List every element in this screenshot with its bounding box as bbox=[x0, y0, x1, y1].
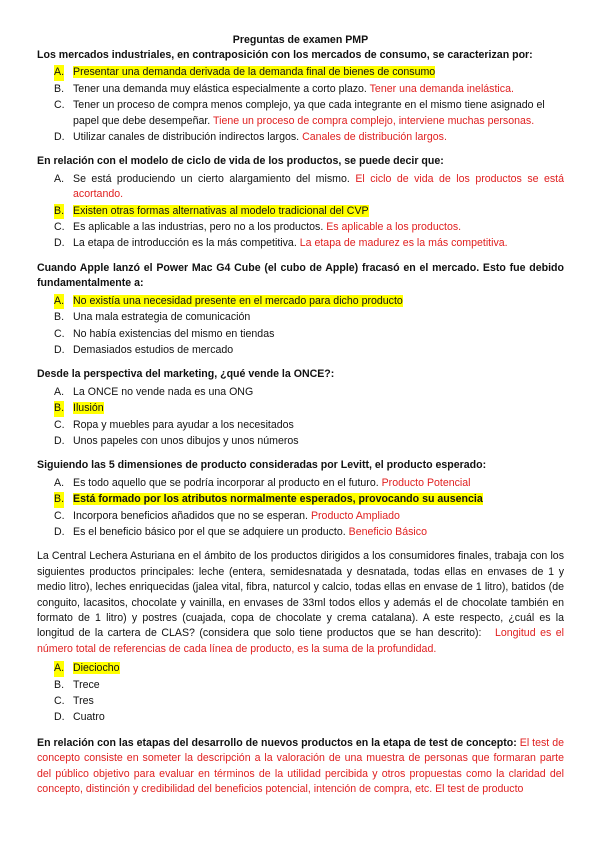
option-letter: D. bbox=[54, 131, 65, 144]
option-letter: A. bbox=[54, 294, 64, 309]
case-options bbox=[37, 661, 564, 726]
question-text: Cuando Apple lanzó el Power Mac G4 Cube (el cubo de Apple) fracasó en el mercado. Esto fue debido fundamentalmente a: bbox=[37, 261, 564, 290]
option-letter: B. bbox=[54, 678, 65, 691]
option-letter: C. bbox=[54, 418, 65, 431]
question-2 bbox=[37, 154, 564, 251]
case-text: La Central Lechera Asturiana en el ámbito de los productos dirigidos a los consumidores finales, trabaja con los siguientes productos principales: leche (entera, semidesnatada y desnatada, todas ellas en envases de 1 y medio litro), leches enriquecidas (jalea vital, fibra, naturcol y calcio, todas ellas en envase de 1 litro), batidos (de conguito, lacasitos, chocolate y vainilla, en envases de 33ml todos ellos y además el de chocolate también en formato de 1 litro) y postres (cuajada, copa de chocolate y crema catalana). A este respecto, ¿cuál es la longitud de la cartera de CLAS? (considera que solo tiene productos que se han descrito): bbox=[37, 550, 564, 640]
option-letter: B. bbox=[54, 82, 65, 95]
option-note: Beneficio Básico bbox=[348, 525, 427, 538]
question-1 bbox=[37, 48, 564, 145]
option-c bbox=[37, 418, 564, 433]
option-text: No existía una necesidad presente en el mercado para dicho producto bbox=[73, 294, 403, 307]
option-b bbox=[37, 82, 564, 97]
option-text: Cuatro bbox=[73, 711, 105, 724]
option-a bbox=[37, 294, 564, 309]
option-letter: D. bbox=[54, 434, 65, 447]
final-note: El test de concepto consiste en someter la descripción a la valoración de una muestra de personas que formaran parte del público objetivo para evaluar en términos de la utilidad percibida y otros propuestas como la claridad del concepto, distinción y credibilidad del beneficios potencial, intención de compra, etc. El test de producto bbox=[37, 736, 565, 796]
option-letter: D. bbox=[54, 343, 65, 356]
option-text: Es aplicable a las industrias, pero no a los productos. bbox=[73, 221, 324, 234]
question-list bbox=[37, 48, 564, 540]
option-text: Trece bbox=[73, 678, 100, 691]
question-3 bbox=[37, 261, 564, 358]
option-b bbox=[37, 492, 564, 507]
option-text: Presentar una demanda derivada de la demanda final de bienes de consumo bbox=[73, 66, 436, 79]
case-option-c bbox=[37, 694, 564, 709]
option-a bbox=[37, 385, 564, 400]
option-note: Es aplicable a los productos. bbox=[326, 221, 462, 234]
option-letter: C. bbox=[54, 327, 65, 340]
option-a bbox=[37, 65, 564, 80]
question-text: En relación con el modelo de ciclo de vida de los productos, se puede decir que: bbox=[37, 155, 444, 168]
option-letter: B. bbox=[54, 311, 65, 324]
option-text: Está formado por los atributos normalmente esperados, provocando su ausencia bbox=[73, 493, 483, 506]
final-question-text: En relación con las etapas del desarrollo de nuevos productos en la etapa de test de concepto: bbox=[37, 736, 517, 749]
document-title: Preguntas de examen PMP bbox=[232, 34, 369, 46]
option-text: No había existencias del mismo en tiendas bbox=[73, 327, 275, 340]
option-text: Ilusión bbox=[73, 402, 104, 415]
option-note: Tiene un proceso de compra complejo, interviene muchas personas. bbox=[213, 114, 535, 127]
option-note: Producto Ampliado bbox=[310, 509, 400, 522]
option-a bbox=[37, 172, 564, 203]
option-c bbox=[37, 509, 564, 524]
option-letter: D. bbox=[54, 525, 65, 538]
option-b bbox=[37, 401, 564, 416]
option-letter: C. bbox=[54, 695, 65, 708]
option-list bbox=[37, 385, 564, 450]
option-letter: A. bbox=[54, 661, 64, 676]
option-letter: A. bbox=[54, 65, 64, 80]
option-note: La etapa de madurez es la más competitiva. bbox=[299, 237, 508, 250]
option-text: Tener una demanda muy elástica especialmente a corto plazo. bbox=[73, 82, 367, 95]
option-text: Incorpora beneficios añadidos que no se esperan. bbox=[73, 509, 308, 522]
option-text: Se está produciendo un cierto alargamiento del mismo. bbox=[73, 172, 350, 185]
option-text: Unos papeles con unos dibujos y unos números bbox=[73, 434, 299, 447]
option-letter: B. bbox=[54, 401, 64, 416]
case-option-d bbox=[37, 710, 564, 725]
option-text: Una mala estrategia de comunicación bbox=[73, 311, 251, 324]
option-letter: C. bbox=[54, 221, 65, 234]
question-5 bbox=[37, 458, 564, 540]
option-text: Demasiados estudios de mercado bbox=[73, 343, 234, 356]
case-option-b bbox=[37, 678, 564, 693]
option-letter: A. bbox=[54, 385, 65, 398]
option-list bbox=[37, 172, 564, 252]
option-text: Es el beneficio básico por el que se adquiere un producto. bbox=[73, 525, 346, 538]
final-question bbox=[37, 736, 564, 798]
option-list bbox=[37, 65, 564, 145]
option-letter: C. bbox=[54, 509, 65, 522]
option-note: Canales de distribución largos. bbox=[302, 131, 447, 144]
option-text: La ONCE no vende nada es una ONG bbox=[73, 385, 254, 398]
option-text: Dieciocho bbox=[73, 662, 120, 675]
option-text: La etapa de introducción es la más competitiva. bbox=[73, 237, 297, 250]
case-question bbox=[37, 549, 564, 725]
case-note: Longitud es el número total de referencias de cada línea de producto, es la suma de la profundidad. bbox=[37, 627, 564, 655]
option-b bbox=[37, 204, 564, 219]
question-text: Desde la perspectiva del marketing, ¿qué vende la ONCE?: bbox=[37, 368, 335, 381]
option-a bbox=[37, 476, 564, 491]
case-option-a bbox=[37, 661, 564, 676]
option-text: Existen otras formas alternativas al modelo tradicional del CVP bbox=[73, 204, 369, 217]
option-letter: D. bbox=[54, 711, 65, 724]
option-text: Tener un proceso de compra menos complejo, ya que cada integrante en el mismo tiene asignado el papel que debe desempeñar. bbox=[73, 99, 545, 127]
option-list bbox=[37, 294, 564, 359]
option-list bbox=[37, 476, 564, 541]
option-letter: A. bbox=[54, 476, 65, 489]
option-d bbox=[37, 236, 564, 251]
option-d bbox=[37, 525, 564, 540]
question-text: Siguiendo las 5 dimensiones de producto consideradas por Levitt, el producto esperado: bbox=[37, 459, 487, 472]
option-letter: B. bbox=[54, 492, 64, 507]
option-c bbox=[37, 98, 564, 129]
option-d bbox=[37, 343, 564, 358]
option-c bbox=[37, 327, 564, 342]
option-b bbox=[37, 310, 564, 325]
question-text: Los mercados industriales, en contraposición con los mercados de consumo, se caracterizan por: bbox=[37, 49, 533, 61]
option-letter: A. bbox=[54, 172, 65, 185]
question-4 bbox=[37, 367, 564, 449]
option-c bbox=[37, 220, 564, 235]
option-text: Utilizar canales de distribución indirectos largos. bbox=[73, 131, 300, 144]
option-d bbox=[37, 434, 564, 449]
option-letter: C. bbox=[54, 99, 65, 112]
option-letter: D. bbox=[54, 237, 65, 250]
option-text: Tres bbox=[73, 695, 94, 708]
option-note: El ciclo de vida de los productos se está acortando. bbox=[73, 172, 564, 201]
case-paragraph bbox=[37, 549, 564, 657]
option-note: Producto Potencial bbox=[381, 476, 471, 489]
option-note: Tener una demanda inelástica. bbox=[369, 82, 514, 95]
option-text: Ropa y muebles para ayudar a los necesitados bbox=[73, 418, 294, 431]
option-text: Es todo aquello que se podría incorporar al producto en el futuro. bbox=[73, 476, 379, 489]
option-letter: B. bbox=[54, 204, 64, 219]
option-d bbox=[37, 130, 564, 145]
